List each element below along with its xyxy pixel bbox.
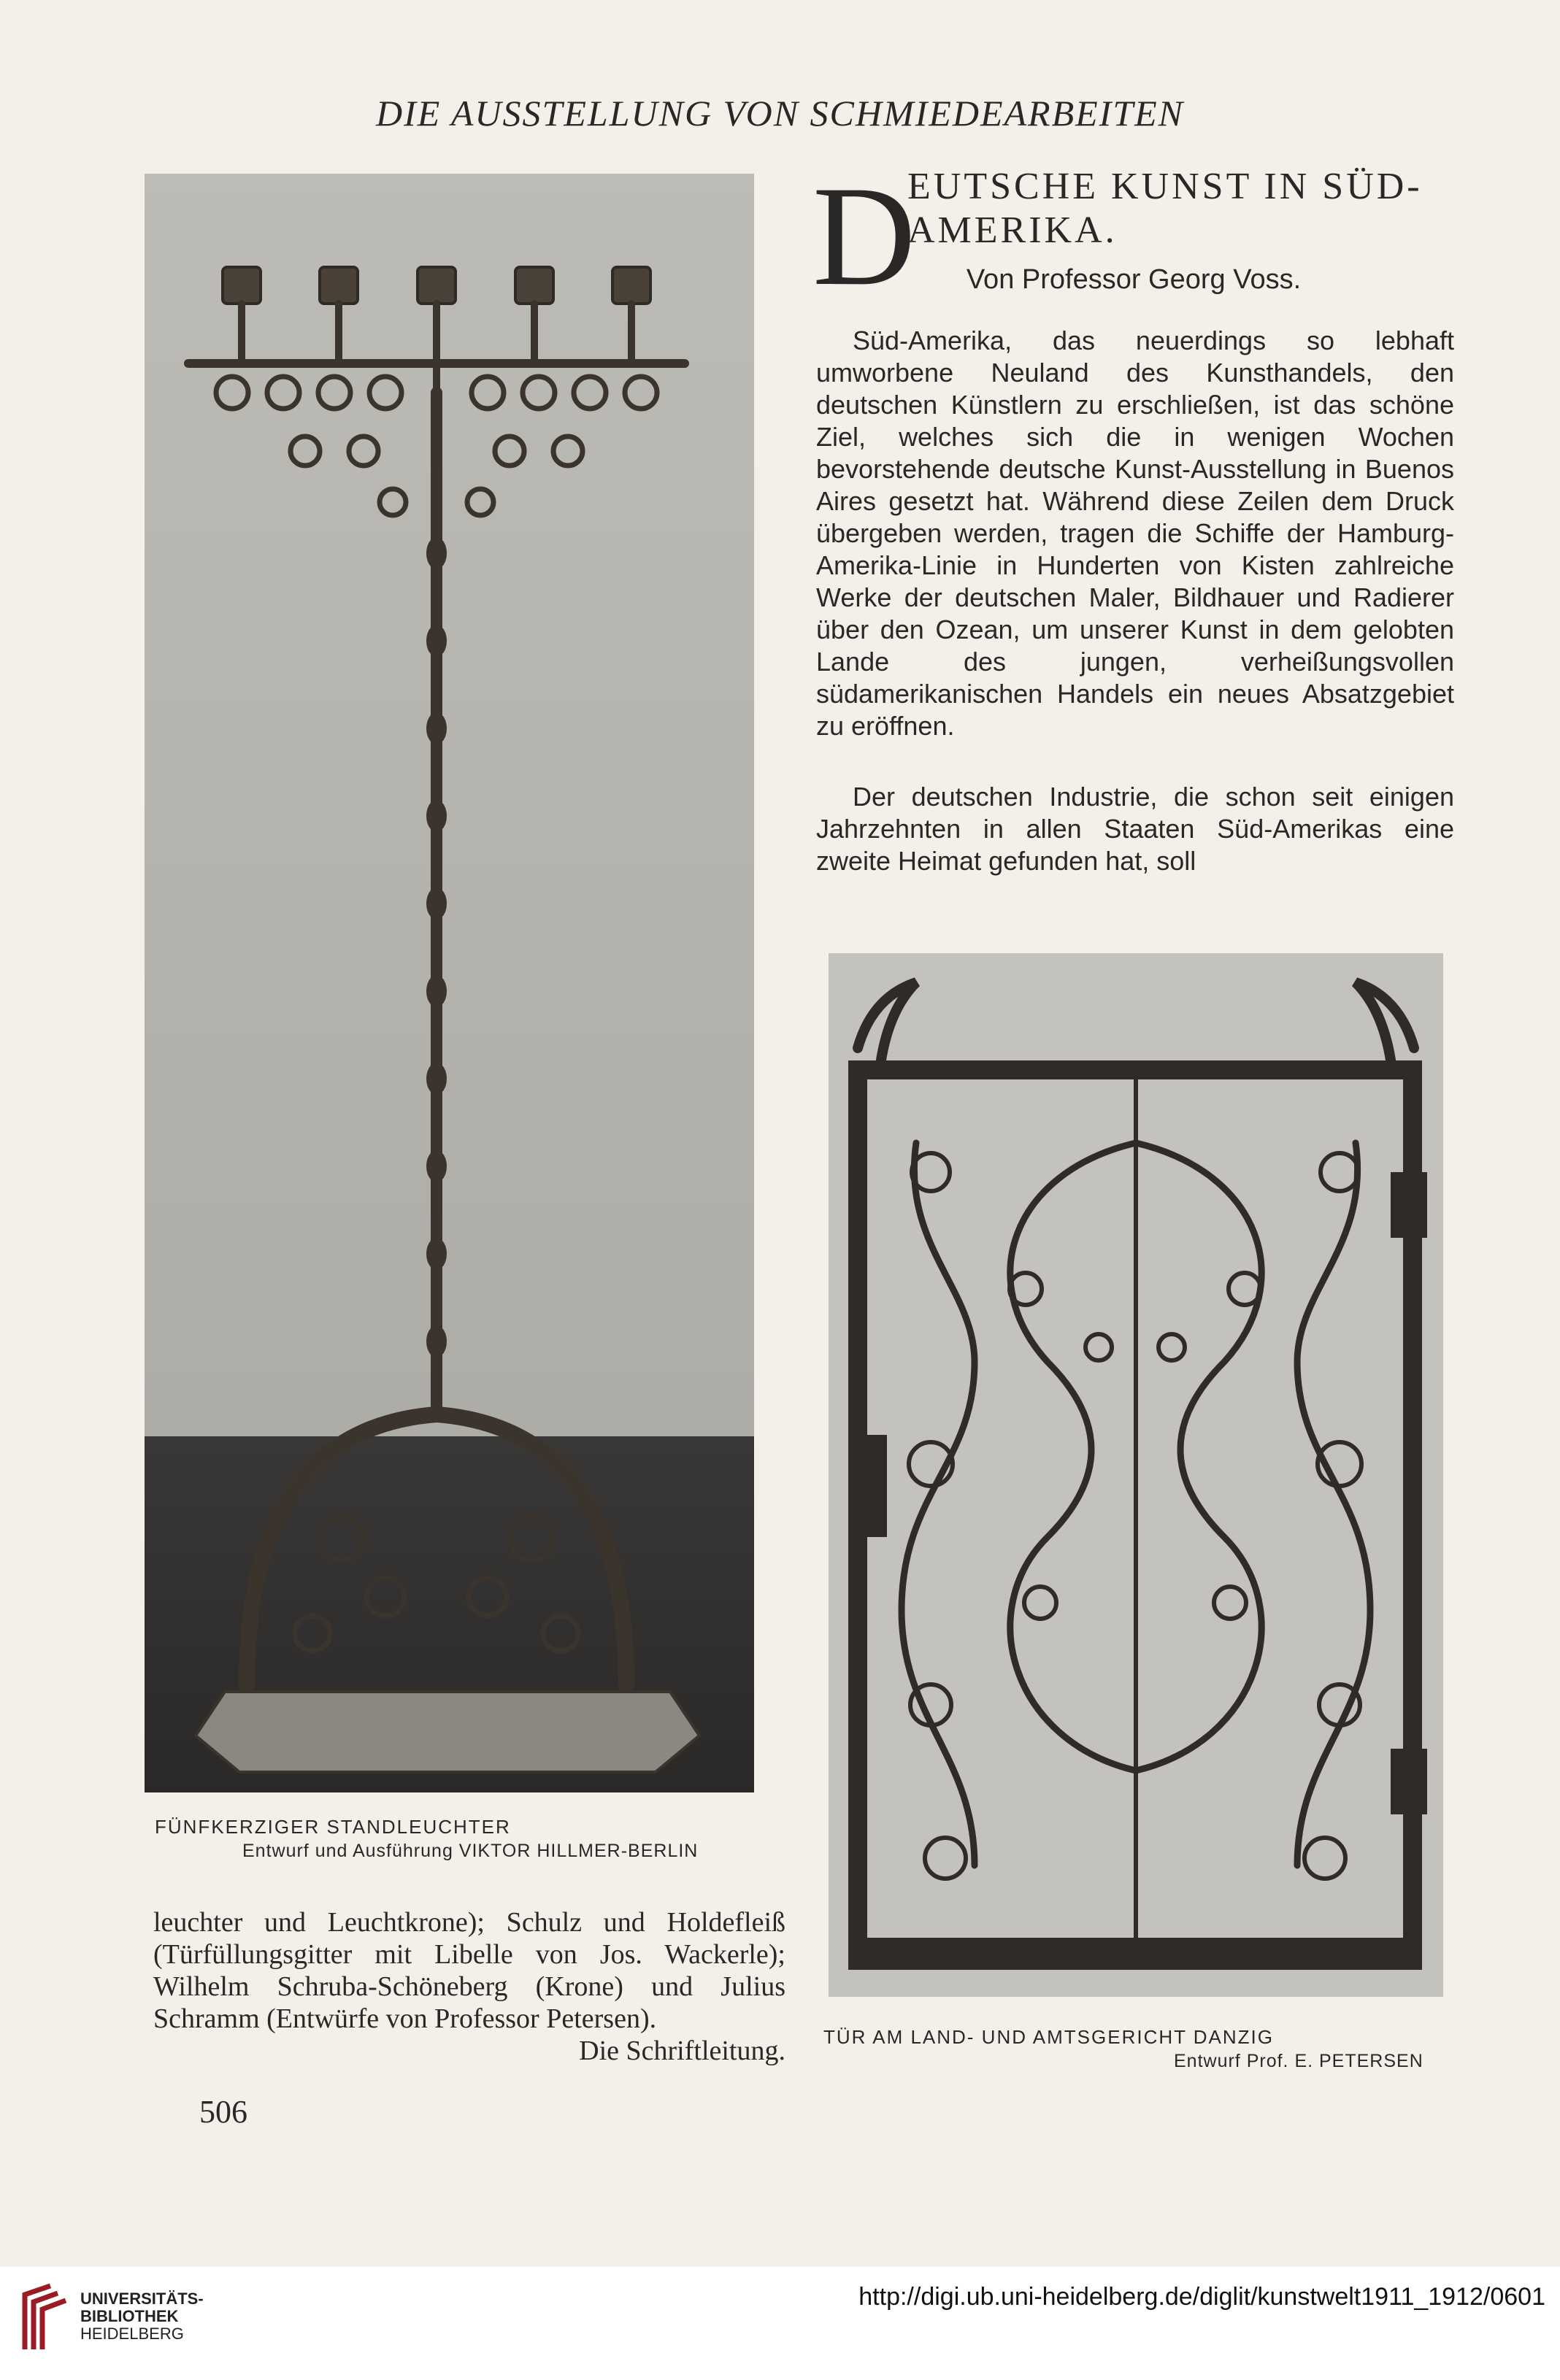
figure-left-caption-title: FÜNFKERZIGER STANDLEUCHTER (155, 1816, 511, 1838)
door-grille-illustration (829, 953, 1443, 1997)
editorial-signature: Die Schriftleitung. (579, 2036, 785, 2066)
left-paragraph-text: leuchter und Leuchtkrone); Schulz und Holdefleiß (Türfüllungsgitter mit Libelle von Jos. Wackerle); Wilhelm Schruba-Schöneberg (Krone) und Julius Schramm (Entwürfe von Professor Petersen). (153, 1907, 785, 2034)
candelabrum-photo (145, 174, 754, 1792)
candelabrum-illustration (145, 174, 754, 1792)
university-logo-text (80, 2290, 204, 2343)
article-title-line1: EUTSCHE KUNST IN SÜD- (907, 166, 1423, 207)
logo-line-2: BIBLIOTHEK (80, 2307, 179, 2325)
left-paragraph (153, 1906, 785, 2067)
source-url-link[interactable]: http://digi.ub.uni-heidelberg.de/diglit/kunstwelt1911_1912/0601 (858, 2283, 1545, 2311)
running-head: DIE AUSSTELLUNG VON SCHMIEDEARBEITEN (375, 93, 1185, 134)
page-number: 506 (199, 2094, 247, 2130)
article-paragraph-1: Süd-Amerika, das neuerdings so lebhaft umworbene Neuland des Kunsthandels, den deutschen Künstlern zu erschließen, ist das schöne Ziel, welches sich die in wenigen Wochen bevorstehende deutsche Kunst-Ausstellung in Buenos Aires gesetzt hat. Während diese Zeilen dem Druck übergeben werden, tragen die Schiffe der Hamburg-Amerika-Linie in Hunderten von Kisten zahlreiche Werke der deutschen Maler, Bildhauer und Radierer über den Ozean, um unserer Kunst in dem gelobten Lande des jungen, verheißungsvollen südamerikanischen Handels ein neues Absatzgebiet zu eröffnen. (816, 326, 1454, 741)
article-paragraph-2: Der deutschen Industrie, die schon seit einigen Jahrzehnten in allen Staaten Süd-Amerikas eine zweite Heimat gefunden hat, soll (816, 782, 1454, 876)
logo-line-3: HEIDELBERG (80, 2325, 184, 2343)
university-logo-icon[interactable] (18, 2280, 73, 2353)
drop-cap: D (812, 157, 916, 315)
door-photo (829, 953, 1443, 1997)
logo-line-1: UNIVERSITÄTS- (80, 2290, 204, 2308)
byline: Von Professor Georg Voss. (966, 264, 1302, 295)
figure-right-caption-title: TÜR AM LAND- UND AMTSGERICHT DANZIG (823, 2026, 1275, 2048)
figure-right-caption-sub: Entwurf Prof. E. PETERSEN (1174, 2051, 1423, 2071)
figure-left-caption-sub: Entwurf und Ausführung VIKTOR HILLMER-BERLIN (242, 1841, 699, 1861)
article-title-line2: AMERIKA. (907, 209, 1118, 251)
